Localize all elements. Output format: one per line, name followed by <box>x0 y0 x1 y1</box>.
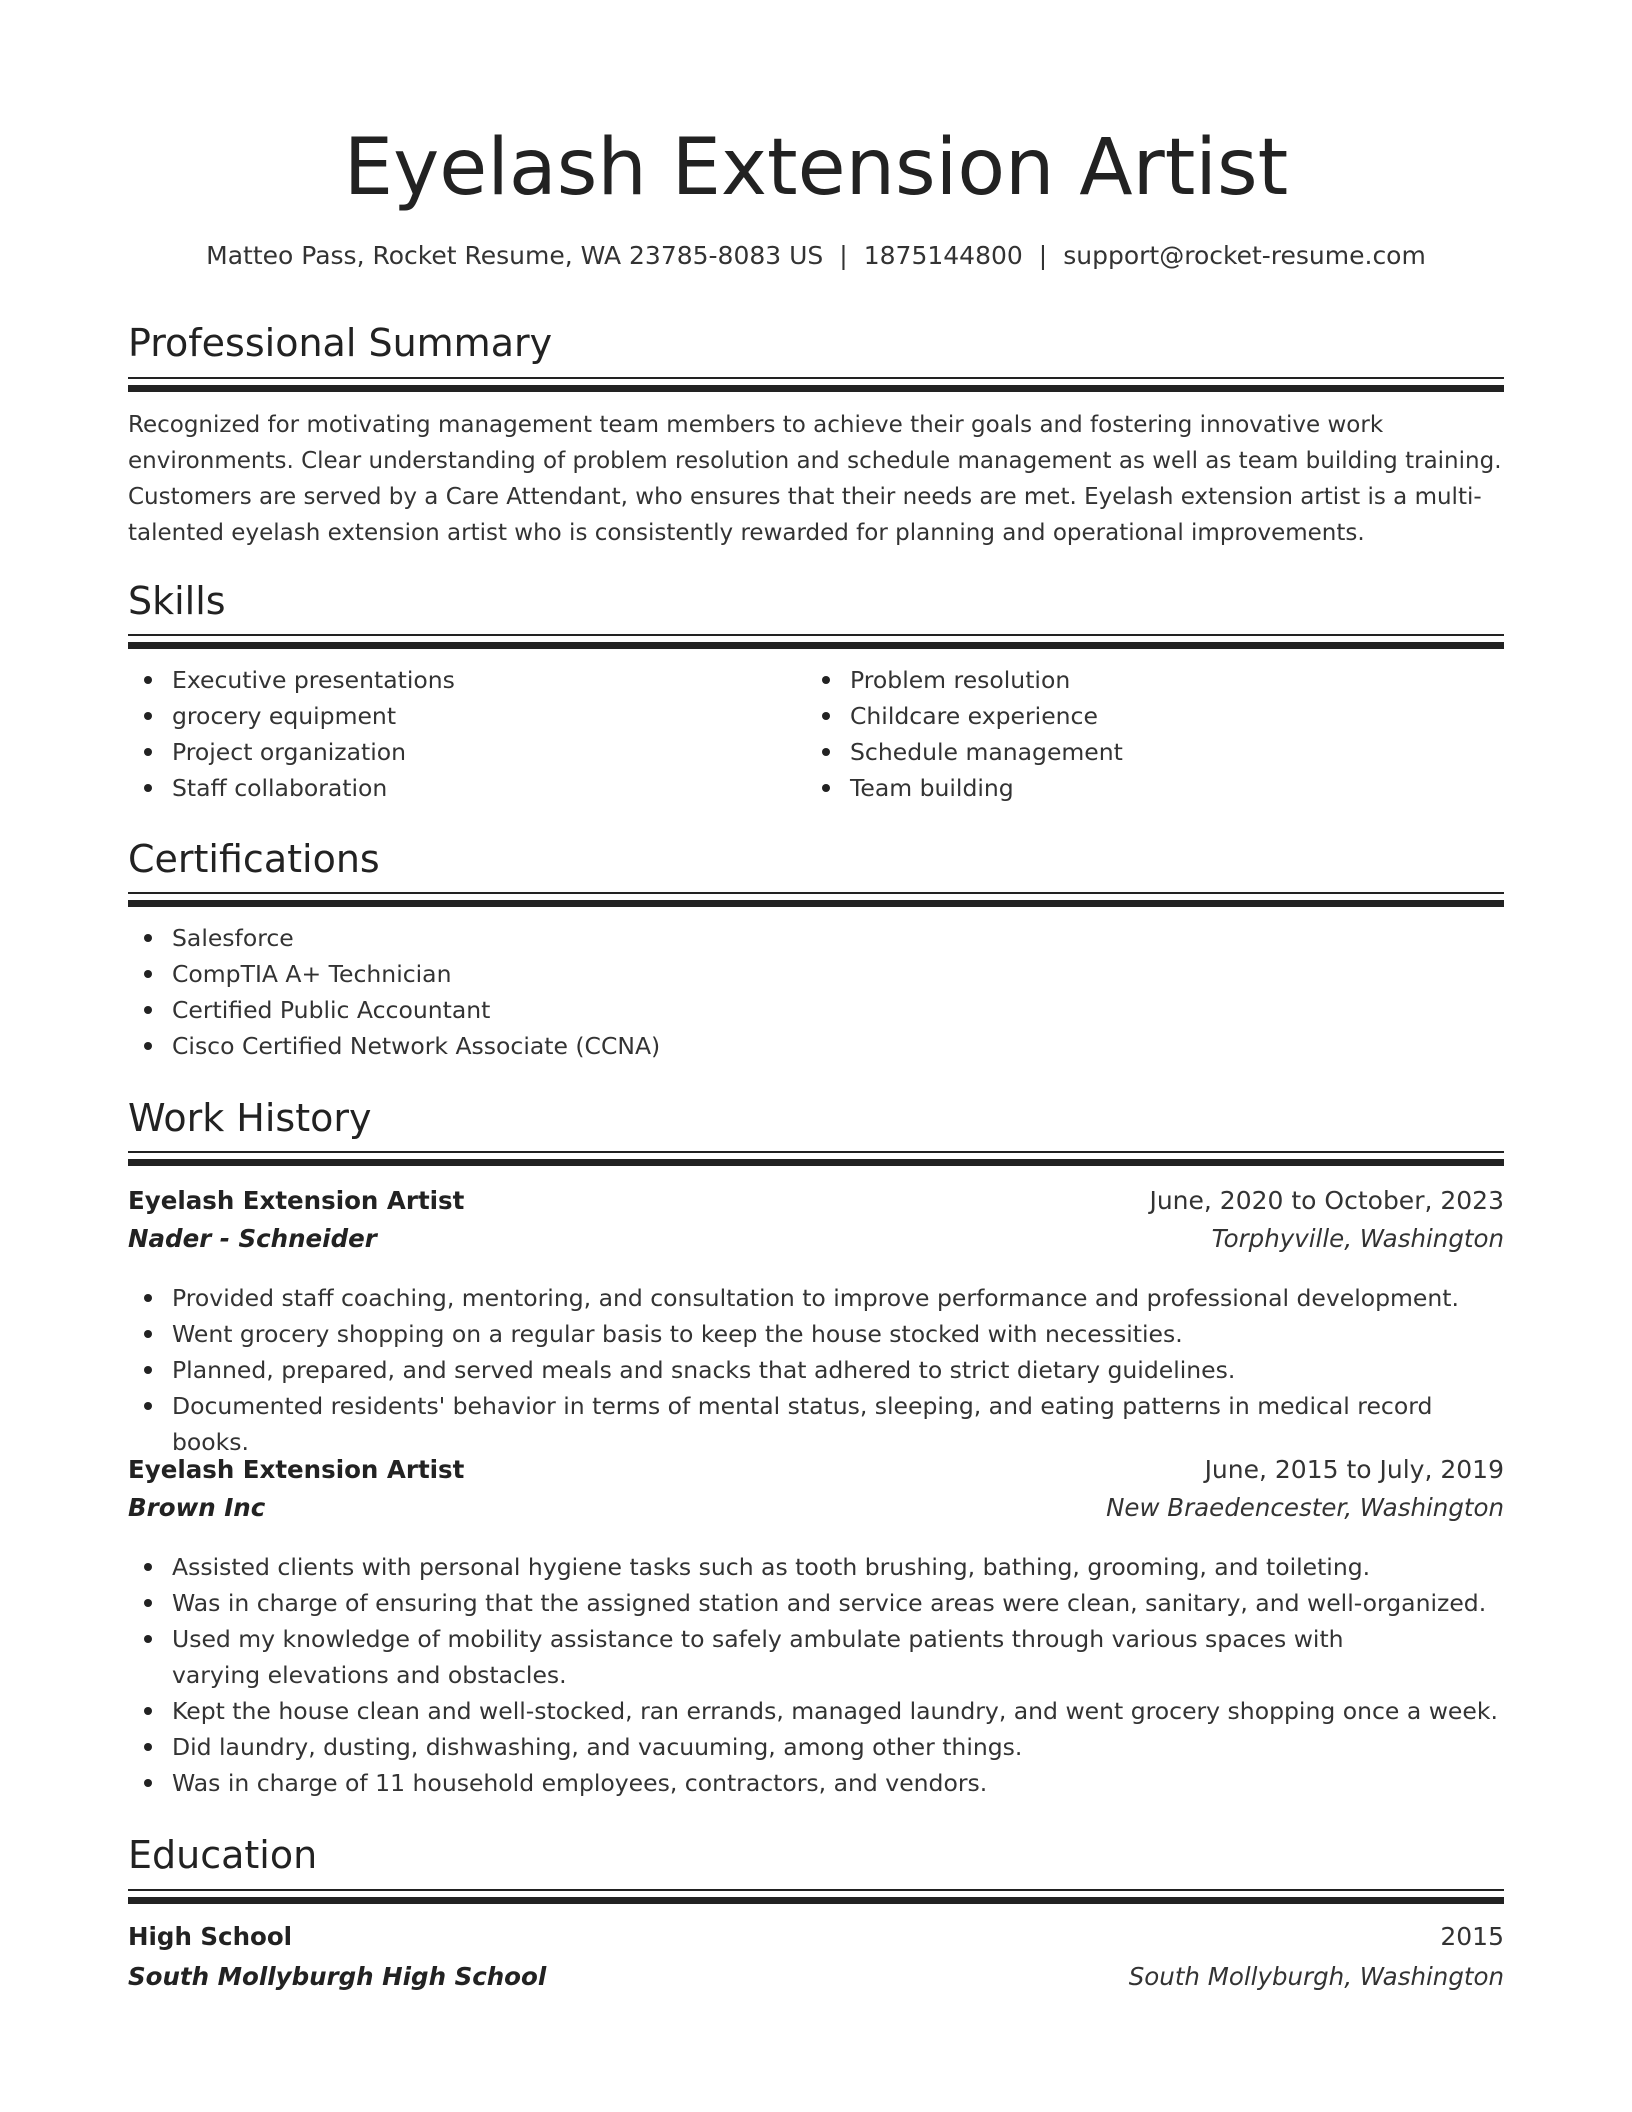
summary-line: Customers are served by a Care Attendant, who ensures that their needs are met. Eyelash extension artist is a multi- <box>128 484 1482 510</box>
job-bullet: Did laundry, dusting, dishwashing, and vacuuming, among other things. <box>128 1729 1504 1765</box>
section-divider <box>128 642 1504 649</box>
job-bullet: Planned, prepared, and served meals and snacks that adhered to strict dietary guidelines. <box>128 1352 1504 1388</box>
certification-item: Salesforce <box>128 920 1504 956</box>
section-title: Professional Summary <box>128 321 553 365</box>
summary-line: talented eyelash extension artist who is consistently rewarded for planning and operational improvements. <box>128 520 1365 546</box>
section-certifications <box>128 834 1504 884</box>
job-dates: June, 2020 to October, 2023 <box>1149 1186 1504 1215</box>
job-bullet: Provided staff coaching, mentoring, and consultation to improve performance and professional development. <box>128 1280 1504 1316</box>
section-divider <box>128 1889 1504 1891</box>
skill-item: grocery equipment <box>128 698 788 734</box>
section-divider <box>128 1897 1504 1904</box>
job-title: Eyelash Extension Artist <box>128 1455 465 1484</box>
certification-item: Cisco Certified Network Associate (CCNA) <box>128 1028 1504 1064</box>
job-subheader <box>128 1224 1504 1262</box>
education-degree: High School <box>128 1922 293 1951</box>
section-skills <box>128 576 1504 626</box>
section-title: Education <box>128 1833 318 1877</box>
skill-item: Team building <box>806 770 1486 806</box>
section-title: Certifications <box>128 837 380 881</box>
education-school: South Mollyburgh High School <box>128 1962 547 1991</box>
job-bullet: Documented residents' behavior in terms of mental status, sleeping, and eating patterns in medical record books. <box>128 1388 1504 1460</box>
job-company: Nader - Schneider <box>128 1224 377 1253</box>
contact-address: Matteo Pass, Rocket Resume, WA 23785-8083 US <box>206 241 824 270</box>
summary-line: Recognized for motivating management team members to achieve their goals and fostering innovative work <box>128 412 1384 438</box>
job-bullets <box>128 1280 1504 1460</box>
section-divider <box>128 634 1504 636</box>
job-bullet: Assisted clients with personal hygiene tasks such as tooth brushing, bathing, grooming, and toileting. <box>128 1549 1504 1585</box>
job-location: Torphyville, Washington <box>1211 1224 1504 1253</box>
skill-item: Problem resolution <box>806 662 1486 698</box>
job-header <box>128 1186 1504 1224</box>
section-work-history <box>128 1093 1504 1143</box>
contact-email: support@rocket-resume.com <box>1063 241 1426 270</box>
section-education <box>128 1830 1504 1880</box>
section-divider <box>128 377 1504 379</box>
skill-item: Project organization <box>128 734 788 770</box>
job-location: New Braedencester, Washington <box>1106 1493 1504 1522</box>
job-header <box>128 1455 1504 1493</box>
section-divider <box>128 1159 1504 1166</box>
skill-item: Staff collaboration <box>128 770 788 806</box>
summary-text <box>128 407 1504 551</box>
job-bullet: Was in charge of ensuring that the assigned station and service areas were clean, sanitary, and well-organized. <box>128 1585 1504 1621</box>
skills-list-right <box>806 662 1486 806</box>
certification-item: CompTIA A+ Technician <box>128 956 1504 992</box>
job-title: Eyelash Extension Artist <box>128 1186 465 1215</box>
certifications-list <box>128 920 1504 1064</box>
section-title: Work History <box>128 1096 372 1140</box>
skill-item: Executive presentations <box>128 662 788 698</box>
job-bullet: Kept the house clean and well-stocked, ran errands, managed laundry, and went grocery shopping once a week. <box>128 1693 1504 1729</box>
skill-item: Childcare experience <box>806 698 1486 734</box>
skills-list-left <box>128 662 788 806</box>
contact-separator: | <box>839 241 848 270</box>
education-location: South Mollyburgh, Washington <box>1128 1962 1504 1991</box>
resume-name: Eyelash Extension Artist <box>343 123 1289 213</box>
skill-item: Schedule management <box>806 734 1486 770</box>
certification-item: Certified Public Accountant <box>128 992 1504 1028</box>
contact-line <box>128 236 1504 276</box>
job-bullet: Was in charge of 11 household employees, contractors, and vendors. <box>128 1765 1504 1801</box>
education-year: 2015 <box>1440 1922 1504 1951</box>
job-bullet: Went grocery shopping on a regular basis to keep the house stocked with necessities. <box>128 1316 1504 1352</box>
summary-line: environments. Clear understanding of problem resolution and schedule management as well as team building training. <box>128 448 1502 474</box>
education-header <box>128 1922 1504 1960</box>
section-divider <box>128 385 1504 392</box>
job-bullets <box>128 1549 1504 1801</box>
education-subheader <box>128 1962 1504 2000</box>
section-divider <box>128 1151 1504 1153</box>
section-summary <box>128 318 1504 368</box>
job-subheader <box>128 1493 1504 1531</box>
job-dates: June, 2015 to July, 2019 <box>1204 1455 1504 1484</box>
section-divider <box>128 900 1504 907</box>
contact-separator: | <box>1038 241 1048 270</box>
job-company: Brown Inc <box>128 1493 266 1522</box>
section-title: Skills <box>128 579 226 623</box>
contact-phone: 1875144800 <box>863 241 1023 270</box>
section-divider <box>128 892 1504 894</box>
job-bullet: Used my knowledge of mobility assistance to safely ambulate patients through various spaces with varying elevations and obstacles. <box>128 1621 1504 1693</box>
